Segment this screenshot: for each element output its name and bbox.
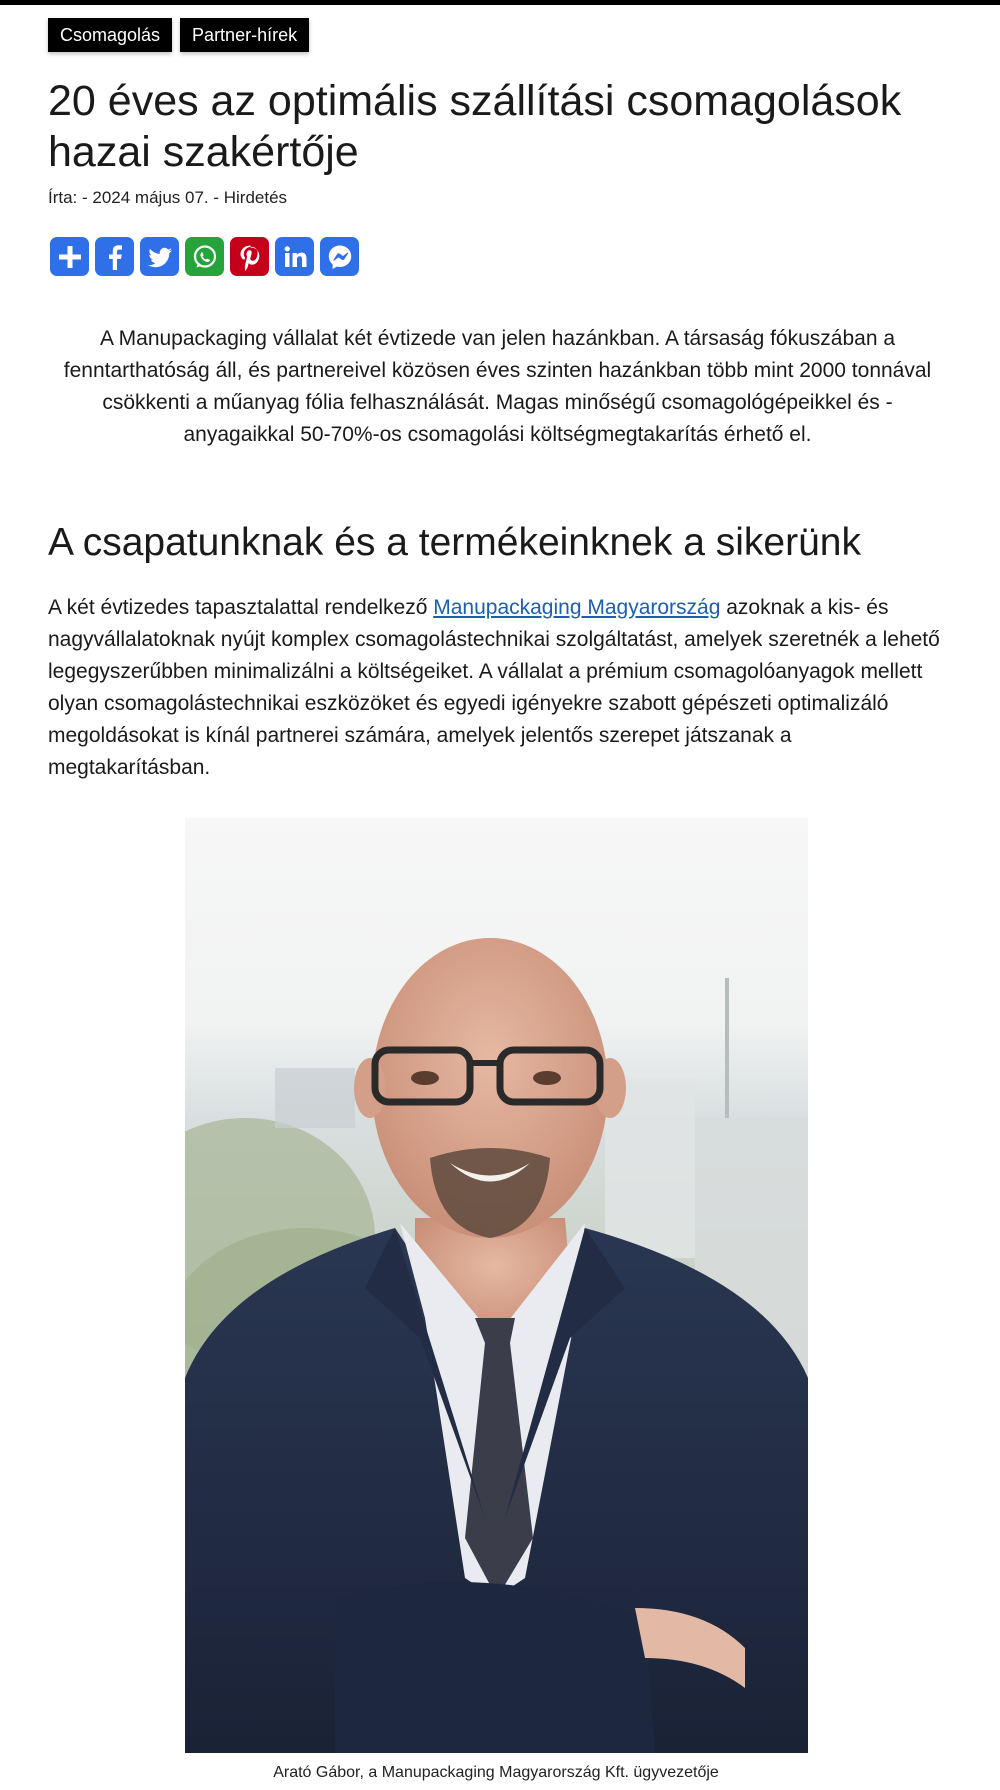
section-heading: A csapatunknak és a termékeinknek a sikerünk [48, 521, 861, 564]
linkedin-icon [280, 242, 310, 272]
twitter-icon [145, 242, 175, 272]
share-twitter-button[interactable] [140, 237, 179, 276]
share-facebook-button[interactable] [95, 237, 134, 276]
portrait-photo [185, 818, 808, 1753]
messenger-icon [325, 242, 355, 272]
photo-caption: Arató Gábor, a Manupackaging Magyarország Kft. ügyvezetője [273, 1764, 719, 1781]
article-title: 20 éves az optimális szállítási csomagolások hazai szakértője [48, 77, 902, 176]
manupackaging-link[interactable]: Manupackaging Magyarország [433, 596, 721, 619]
paragraph-text-end: azoknak a kis- és nagyvállalatoknak nyújt komplex csomagolástechnikai szolgáltatást, amelyek szeretnék a lehető legegyszerűbben minimalizálni a költségeiket. A vállalat a prémium csomagolóanyagok mellett olyan csomagolástechnikai eszközöket és egyedi igényekre szabott gépészeti optimalizáló megoldásokat is kínál partnerei számára, amelyek jelentős szerepet játszanak a megtakarításban. [48, 596, 940, 779]
share-bar [50, 237, 359, 276]
facebook-icon [100, 242, 130, 272]
paragraph-text-start: A két évtizedes tapasztalattal rendelkező [48, 596, 434, 619]
article-paragraph [48, 592, 943, 784]
article-intro: A Manupackaging vállalat két évtizede van jelen hazánkban. A társaság fókuszában a fenntarthatóság áll, és partnereivel közösen éves szinten hazánkban több mint 2000 tonnával csökkenti a műanyag fólia felhasználását. Magas minőségű csomagológépeikkel és -anyagaikkal 50-70%-os csomagolási költségmegtakarítás érhető el. [63, 327, 932, 446]
pinterest-icon [235, 242, 265, 272]
share-whatsapp-button[interactable] [185, 237, 224, 276]
article-byline: Írta: - 2024 május 07. - Hirdetés [48, 188, 288, 207]
whatsapp-icon [190, 242, 220, 272]
tag-csomagolas[interactable]: Csomagolás [48, 18, 172, 52]
share-messenger-button[interactable] [320, 237, 359, 276]
share-more-button[interactable] [50, 237, 89, 276]
portrait-illustration [185, 818, 808, 1753]
top-border [0, 0, 1000, 5]
category-tags [48, 18, 309, 52]
plus-icon [55, 242, 85, 272]
share-linkedin-button[interactable] [275, 237, 314, 276]
tag-partner-hirek[interactable]: Partner-hírek [180, 18, 309, 52]
share-pinterest-button[interactable] [230, 237, 269, 276]
